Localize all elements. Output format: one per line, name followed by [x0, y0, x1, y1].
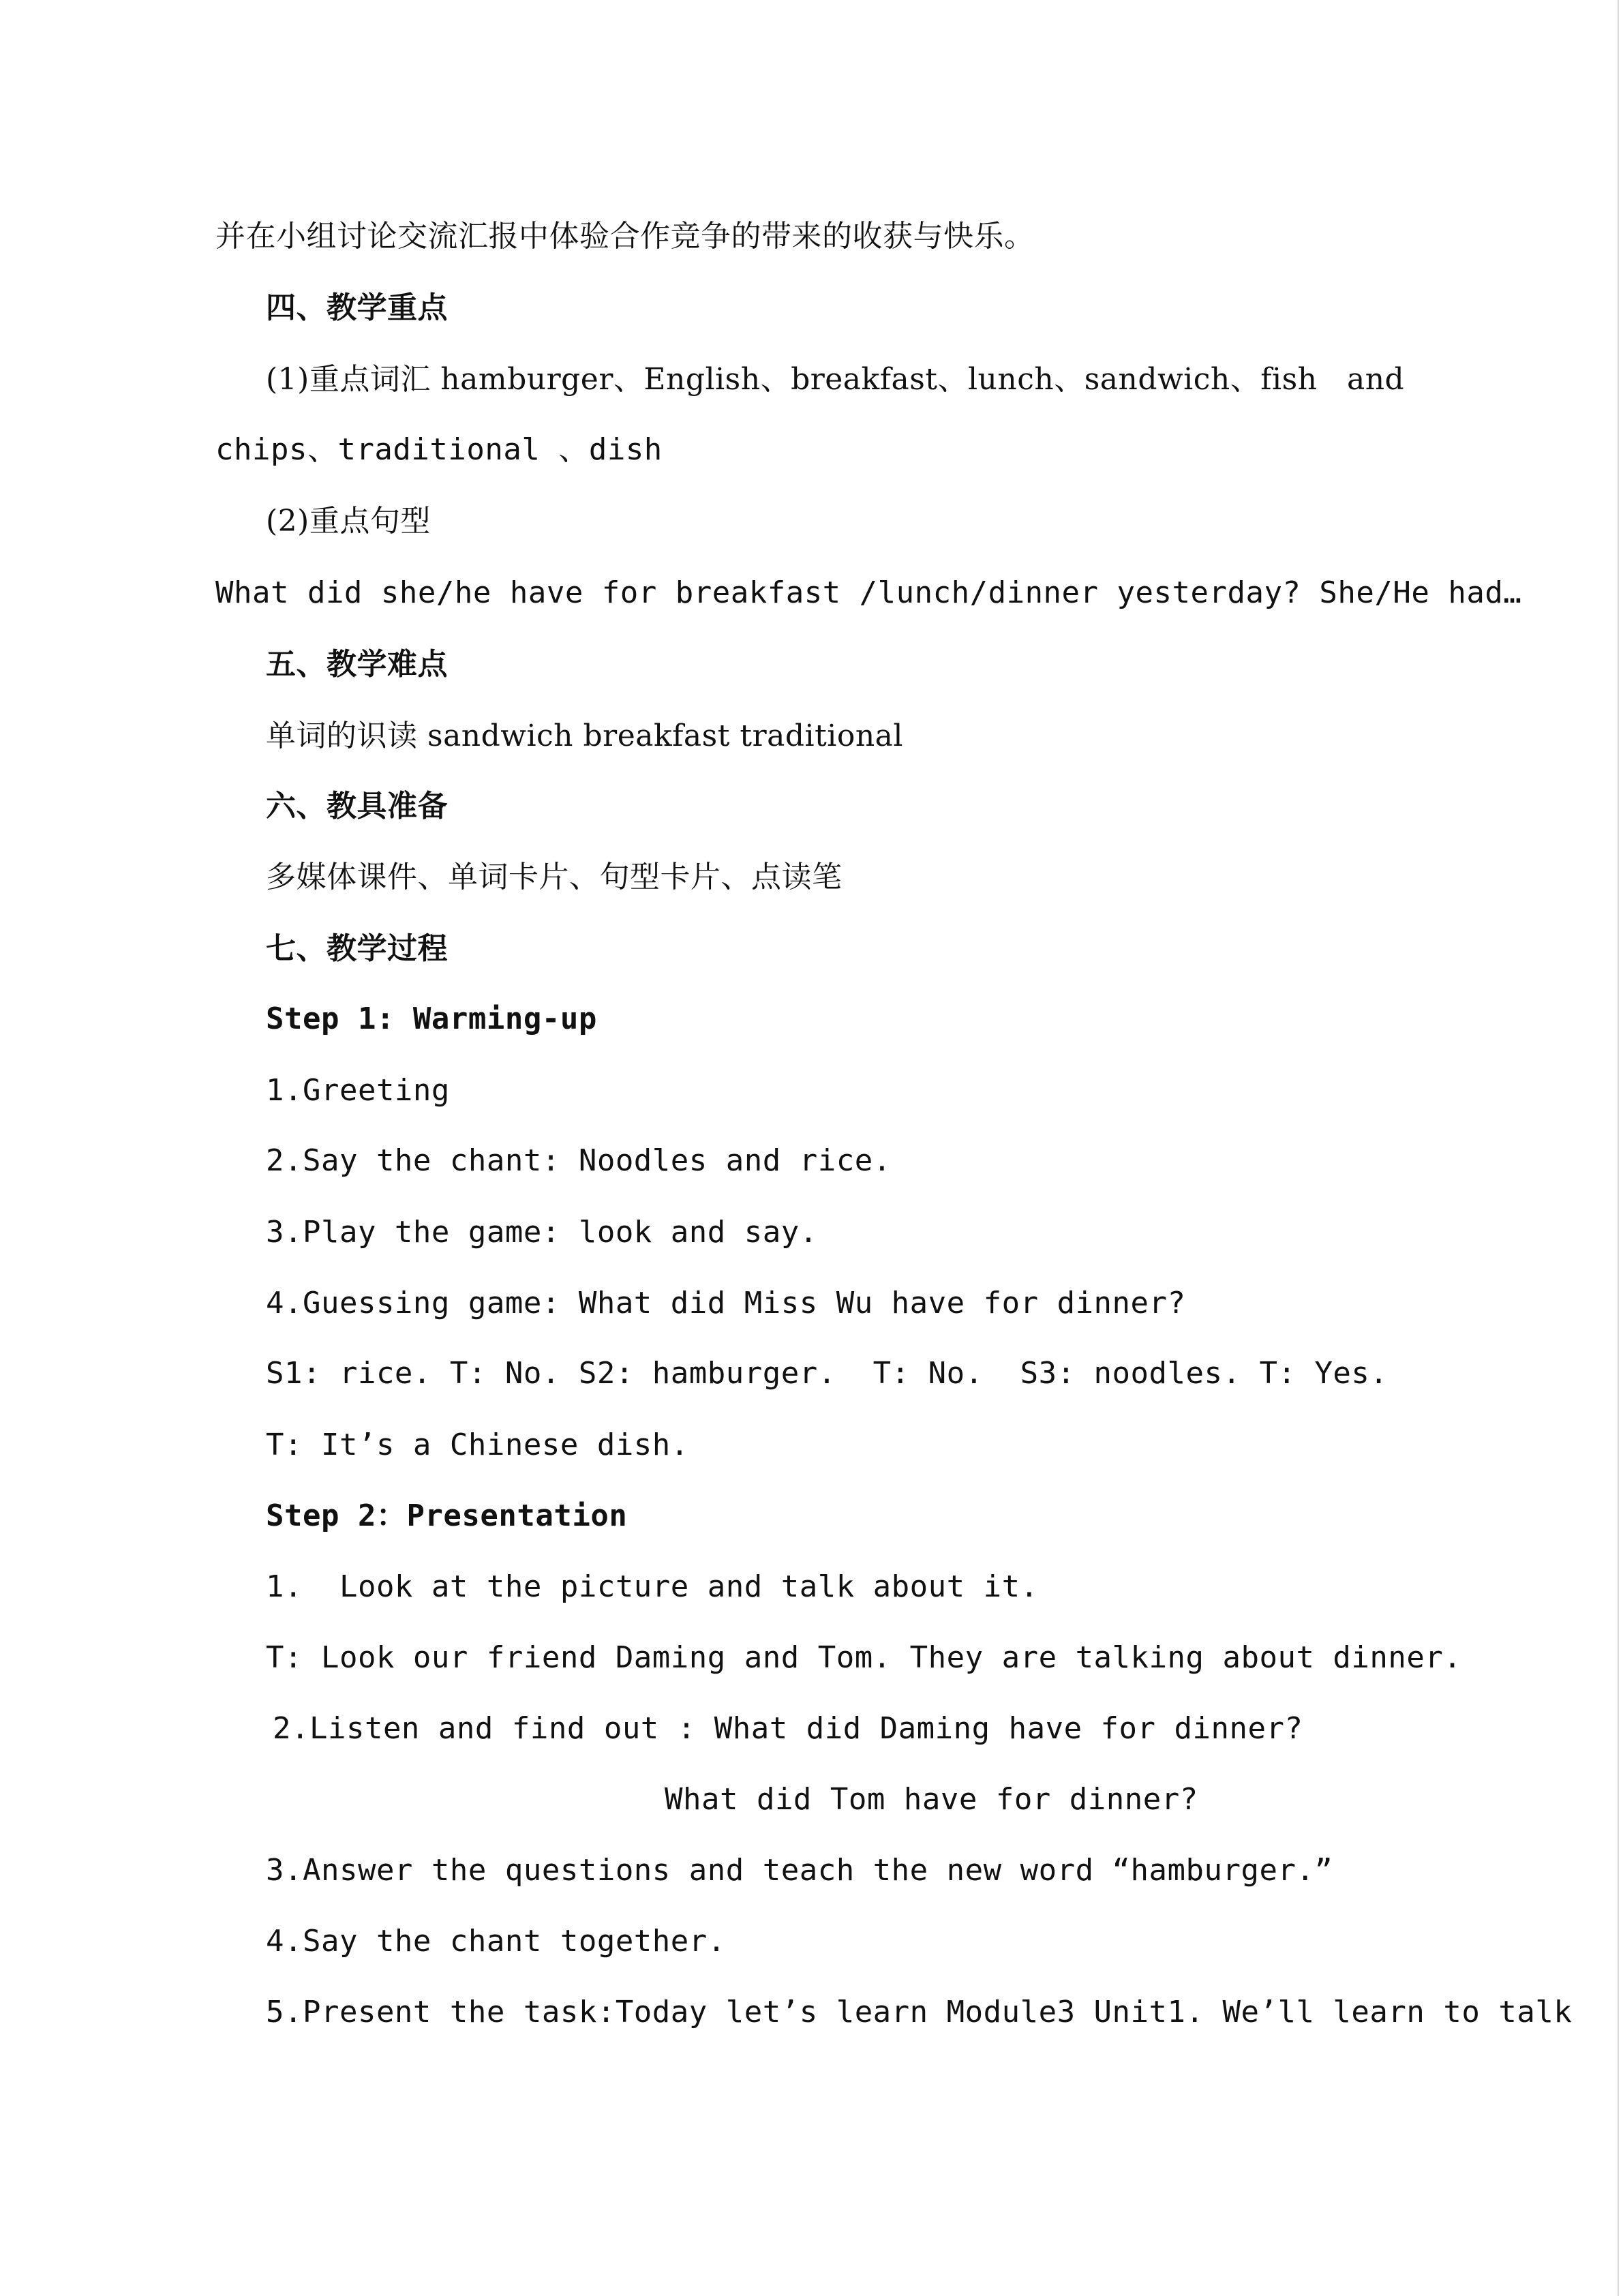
paragraph-line: 4.Guessing game: What did Miss Wu have for dinner?: [266, 1286, 1186, 1320]
page-edge-divider: [1618, 0, 1619, 2296]
step-heading-presentation: Step 2：Presentation: [266, 1498, 628, 1533]
paragraph-line: 1. Look at the picture and talk about it.: [266, 1569, 1039, 1604]
paragraph-line: 多媒体课件、单词卡片、句型卡片、点读笔: [266, 860, 843, 894]
paragraph-line: chips、traditional 、dish: [215, 432, 663, 467]
paragraph-line: 4.Say the chant together.: [266, 1924, 726, 1959]
section-heading-difficulties: 五、教学难点: [266, 647, 448, 682]
paragraph-line: 2.Say the chant: Noodles and rice.: [266, 1143, 892, 1178]
paragraph-line: What did she/he have for breakfast /lunch/dinner yesterday? She/He had…: [215, 575, 1522, 610]
paragraph-line: What did Tom have for dinner?: [665, 1782, 1198, 1817]
section-heading-materials: 六、教具准备: [266, 789, 448, 824]
paragraph-line: 3.Answer the questions and teach the new word “hamburger.”: [266, 1853, 1333, 1888]
step-heading-warming-up: Step 1: Warming-up: [266, 1001, 597, 1036]
paragraph-line: 单词的识读 sandwich breakfast traditional: [266, 719, 903, 753]
paragraph-line: T: Look our friend Daming and Tom. They are talking about dinner.: [266, 1640, 1462, 1675]
paragraph-line: 并在小组讨论交流汇报中体验合作竞争的带来的收获与快乐。: [215, 219, 1035, 254]
paragraph-line: 3.Play the game: look and say.: [266, 1215, 818, 1250]
paragraph-line: (1)重点词汇 hamburger、English、breakfast、lunch、sandwich、fish and: [266, 362, 1405, 397]
section-heading-process: 七、教学过程: [266, 931, 448, 966]
paragraph-line: T: It’s a Chinese dish.: [266, 1428, 689, 1462]
paragraph-line: 1.Greeting: [266, 1073, 450, 1108]
paragraph-line: S1: rice. T: No. S2: hamburger. T: No. S3: noodles. T: Yes.: [266, 1356, 1389, 1391]
paragraph-line: (2)重点句型: [266, 504, 431, 539]
paragraph-line: 5.Present the task:Today let’s learn Module3 Unit1. We’ll learn to talk: [266, 1995, 1573, 2029]
paragraph-line: 2.Listen and find out : What did Daming have for dinner?: [273, 1711, 1303, 1746]
section-heading-key-points: 四、教学重点: [266, 290, 448, 325]
